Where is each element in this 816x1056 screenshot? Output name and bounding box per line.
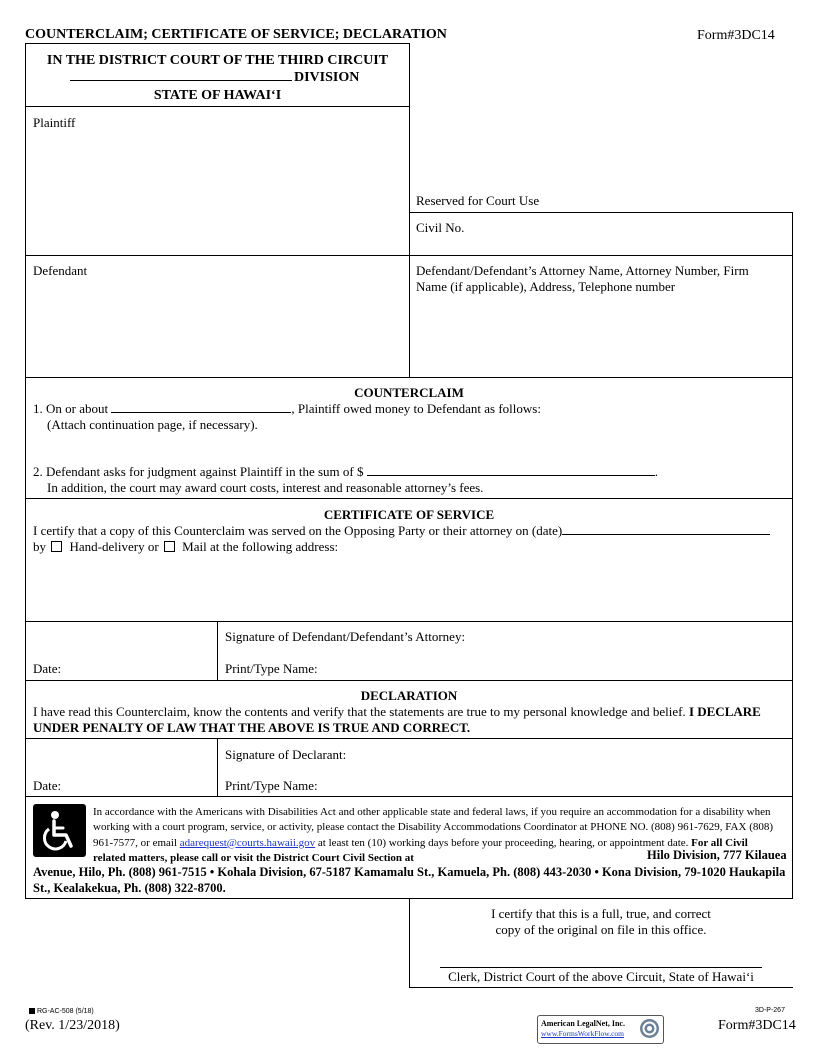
division-label: DIVISION [294, 70, 360, 85]
ada-division-addresses: Hilo Division, 777 Kilauea Avenue, Hilo, Ph. (808) 961-7515 • Kohala Division, 67-5187 Kamamalu St., Kamuela, Ph. (808) 443-2030 • Kona Division, 79-1020 Haukapila St., Kealakekua, Ph. (808) 322-8700. [33, 848, 787, 895]
division-blank[interactable] [70, 80, 292, 81]
mail-checkbox[interactable] [164, 541, 175, 552]
certificate-print-name-label: Print/Type Name: [225, 661, 318, 676]
rg-code: RG-AC-508 (5/18) [29, 1007, 94, 1016]
vendor-logo-icon [639, 1018, 660, 1039]
form-number: Form#3DC14 [697, 28, 775, 43]
footer-form-number: Form#3DC14 [718, 1018, 796, 1033]
certificate-statement: I certify that a copy of this Counterclaim was served on the Opposing Party or their attorney on (date) [33, 523, 770, 539]
vendor-badge [537, 1015, 664, 1044]
counterclaim-item-2: 2. Defendant asks for judgment against Plaintiff in the sum of $ . [33, 464, 658, 479]
declaration-text: I have read this Counterclaim, know the contents and verify that the statements are true to my personal knowledge and belief. I DECLARE UNDER PENALTY OF LAW THAT THE ABOVE IS TRUE AND CORRECT. [33, 704, 761, 735]
defendant-signature-label: Signature of Defendant/Defendant’s Attorney: [225, 629, 466, 644]
document-icon [29, 1008, 35, 1014]
service-method: by Hand-delivery or Mail at the following address: [33, 539, 339, 554]
plaintiff-label: Plaintiff [33, 115, 76, 130]
revision-date: (Rev. 1/23/2018) [25, 1018, 120, 1033]
vendor-url[interactable]: www.FormsWorkFlow.com [541, 1029, 625, 1038]
declarant-signature-label: Signature of Declarant: [225, 747, 347, 762]
certification-line-2: copy of the original on file in this office. [495, 922, 707, 937]
clerk-signature-line[interactable] [440, 967, 762, 968]
service-date-blank[interactable] [562, 523, 770, 535]
vendor-name: American LegalNet, Inc. [541, 1019, 625, 1028]
civil-no-label: Civil No. [416, 220, 465, 235]
declaration-date-label: Date: [33, 778, 62, 793]
attorney-info-label: Defendant/Defendant’s Attorney Name, Attorney Number, Firm Name (if applicable), Address, Telephone number [416, 263, 749, 294]
judgment-amount-blank[interactable] [367, 464, 655, 476]
footer-code: 3D-P-267 [755, 1007, 785, 1014]
counterclaim-heading: COUNTERCLAIM [354, 385, 464, 400]
declaration-heading: DECLARATION [360, 688, 458, 703]
clerk-label: Clerk, District Court of the above Circuit, State of Hawai‘i [448, 969, 754, 984]
hand-delivery-checkbox[interactable] [51, 541, 62, 552]
certificate-date-label: Date: [33, 661, 62, 676]
declaration-print-name-label: Print/Type Name: [225, 778, 318, 793]
fees-note: In addition, the court may award court costs, interest and reasonable attorney’s fees. [47, 480, 484, 495]
ada-notice-top: In accordance with the Americans with Disabilities Act and other applicable state and federal laws, if you require an accommodation for a disability when working with a court program, service, or activity, please contact the Disability Accommodations Coordinator at PHONE NO. (808) 961-7629, FAX (808) 961-7577, or email adarequest@courts.hawaii.gov at least ten (10) working days before your proceeding, hearing, or appointment date. For all Civil related matters, please call or visit the District Court Civil Section at [93, 806, 774, 864]
defendant-label: Defendant [33, 263, 88, 278]
certificate-heading: CERTIFICATE OF SERVICE [323, 507, 495, 522]
ada-email-link[interactable]: adarequest@courts.hawaii.gov [179, 836, 316, 849]
court-name: IN THE DISTRICT COURT OF THE THIRD CIRCUIT [46, 53, 389, 68]
reserved-label: Reserved for Court Use [416, 193, 540, 208]
state-name: STATE OF HAWAI‘I [153, 88, 282, 103]
continuation-note: (Attach continuation page, if necessary). [47, 417, 258, 432]
date-owed-blank[interactable] [111, 401, 291, 413]
counterclaim-item-1: 1. On or about , Plaintiff owed money to Defendant as follows: [33, 401, 541, 416]
form-title: COUNTERCLAIM; CERTIFICATE OF SERVICE; DECLARATION [25, 27, 447, 42]
certification-line-1: I certify that this is a full, true, and correct [491, 906, 711, 921]
